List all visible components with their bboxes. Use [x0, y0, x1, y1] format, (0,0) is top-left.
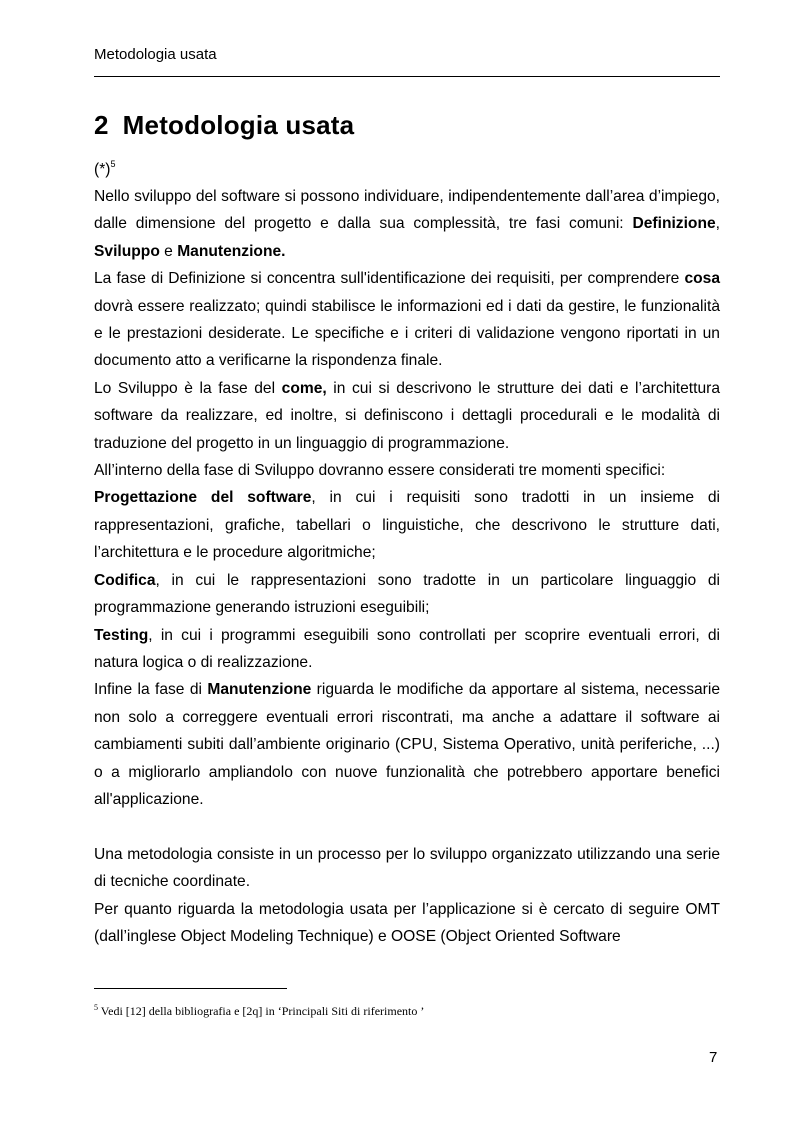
term-codifica: Codifica: [94, 571, 156, 589]
running-header: Metodologia usata: [94, 46, 217, 63]
term-testing: Testing: [94, 626, 149, 644]
term-manutenzione: Manutenzione.: [177, 242, 286, 260]
footnote-text: Vedi [12] della bibliografia e [2q] in ‘Principali Siti di riferimento ’: [98, 1004, 425, 1018]
chapter-number: 2: [94, 110, 109, 140]
term-progettazione: Progettazione del software: [94, 489, 312, 507]
term-manutenzione-2: Manutenzione: [207, 681, 312, 699]
paragraph-metodologia: Una metodologia consiste in un processo per lo sviluppo organizzato utilizzando una serie di tecniche coordinate.: [94, 845, 720, 891]
paragraph-omt-oose: Per quanto riguarda la metodologia usata per l’applicazione si è cercato di seguire OMT (dall’inglese Object Modeling Technique) e OOSE (Object Oriented Software: [94, 900, 720, 945]
marker-text: (*): [94, 161, 111, 178]
paragraph-sviluppo: Lo Sviluppo è la fase del come, in cui si descrivono le strutture dei dati e l’architettura software da realizzare, ed inoltre, si definiscono i dettagli procedurali e le modalità di traduzione del progetto in un linguaggio di programmazione.: [94, 379, 720, 452]
paragraph-momenti: All’interno della fase di Sviluppo dovranno essere considerati tre momenti specifici:: [94, 462, 666, 480]
footnote: [94, 1004, 424, 1019]
footnote-number: 5: [94, 1003, 98, 1012]
paragraph-testing: Testing, in cui i programmi eseguibili sono controllati per scoprire eventuali errori, di natura logica o di realizzazione.: [94, 626, 720, 671]
term-definizione: Definizione: [632, 215, 716, 233]
term-come: come,: [281, 379, 327, 397]
term-cosa: cosa: [684, 270, 720, 288]
page-number: 7: [709, 1049, 718, 1066]
paragraph-codifica: Codifica, in cui le rappresentazioni sono tradotte in un particolare linguaggio di programmazione generando istruzioni eseguibili;: [94, 571, 720, 617]
body-text: [94, 156, 720, 950]
footnote-rule: [94, 988, 287, 989]
paragraph-intro: Nello sviluppo del software si possono individuare, indipendentemente dall’area d’impiego, dalle dimensione del progetto e dalla sua complessità, tre fasi comuni: Definizione, Sviluppo e Manutenzione.: [94, 188, 720, 260]
paragraph-definizione: La fase di Definizione si concentra sull'identificazione dei requisiti, per comprendere cosa dovrà essere realizzato; quindi stabilisce le informazioni ed i dati da gestire, le funzionalità e le prestazioni desiderate. Le specifiche e i criteri di validazione vengono riportati in un documento atto a verificarne la rispondenza finale.: [94, 270, 720, 370]
marker-superscript: 5: [110, 159, 116, 169]
footnote-marker: [94, 156, 720, 183]
paragraph-manutenzione: Infine la fase di Manutenzione riguarda le modifiche da apportare al sistema, necessarie non solo a correggere eventuali errori riscontrati, ma anche a adattare il software ai cambiamenti subiti dall’ambiente originario (CPU, Sistema Operativo, unità periferiche, ...) o a migliorarlo ampliandolo con nuove funzionalità che potrebbero apportare benefici all'applicazione.: [94, 681, 720, 808]
term-sviluppo: Sviluppo: [94, 242, 160, 260]
paragraph-progettazione: Progettazione del software, in cui i requisiti sono tradotti in un insieme di rappresentazioni, grafiche, tabellari o linguistiche, che descrivono le strutture dati, l’architettura e le procedure algoritmiche;: [94, 489, 720, 562]
header-rule: [94, 76, 720, 77]
chapter-title: [94, 110, 354, 141]
chapter-title-text: Metodologia usata: [122, 110, 355, 140]
